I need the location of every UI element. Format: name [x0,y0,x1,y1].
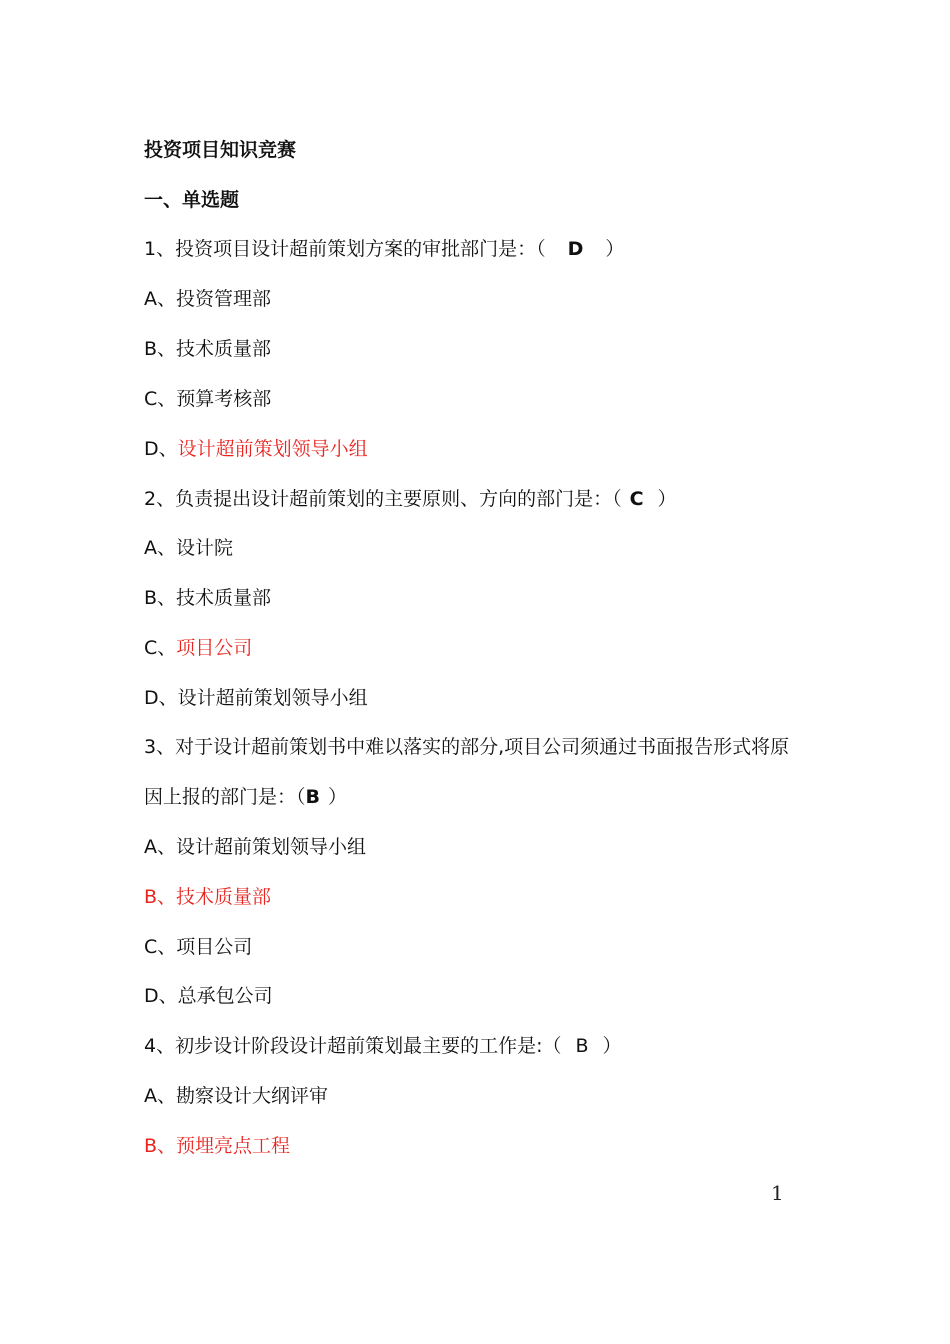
answer-letter: B [305,786,320,808]
question-text: 4、初步设计阶段设计超前策划最主要的工作是:（ [144,1035,562,1057]
option-b: B、技术质量部 [144,587,272,609]
correct-option-b: B、技术质量部 [144,886,272,908]
option-c: C、预算考核部 [144,388,272,410]
option-d: D、设计超前策划领导小组 [144,687,368,709]
option-d [144,436,368,462]
answer-letter: D [567,238,584,260]
option-a: A、投资管理部 [144,288,271,310]
question-2 [144,486,677,512]
answer-close: ） [657,488,677,510]
section-heading: 一、单选题 [144,189,240,211]
question-text: 因上报的部门是：（ [144,786,306,808]
page-number: 1 [771,1181,784,1205]
document-title: 投资项目知识竞赛 [144,139,297,161]
correct-option-text: 项目公司 [176,637,253,659]
question-text: 2、负责提出设计超前策划的主要原则、方向的部门是：（ [144,488,622,510]
question-4 [144,1033,622,1059]
question-3-line-1: 3、对于设计超前策划书中难以落实的部分,项目公司须通过书面报告形式将原 [144,736,790,758]
question-3-line-2 [144,784,347,810]
answer-close: ） [602,1035,622,1057]
correct-option-b: B、预埋亮点工程 [144,1135,291,1157]
option-prefix: C、 [144,637,177,659]
answer-close: ） [328,786,348,808]
option-a: A、勘察设计大纲评审 [144,1085,328,1107]
answer-letter: C [629,488,644,510]
option-c [144,635,252,661]
option-b: B、技术质量部 [144,338,272,360]
option-a: A、设计院 [144,537,233,559]
answer-close: ） [605,238,625,260]
answer-letter: B [575,1035,589,1057]
option-prefix: D、 [144,438,178,460]
option-a: A、设计超前策划领导小组 [144,836,366,858]
question-1 [144,236,624,262]
question-text: 1、投资项目设计超前策划方案的审批部门是：（ [144,238,546,260]
option-c: C、项目公司 [144,936,253,958]
correct-option-text: 设计超前策划领导小组 [177,438,368,460]
option-d: D、总承包公司 [144,985,273,1007]
